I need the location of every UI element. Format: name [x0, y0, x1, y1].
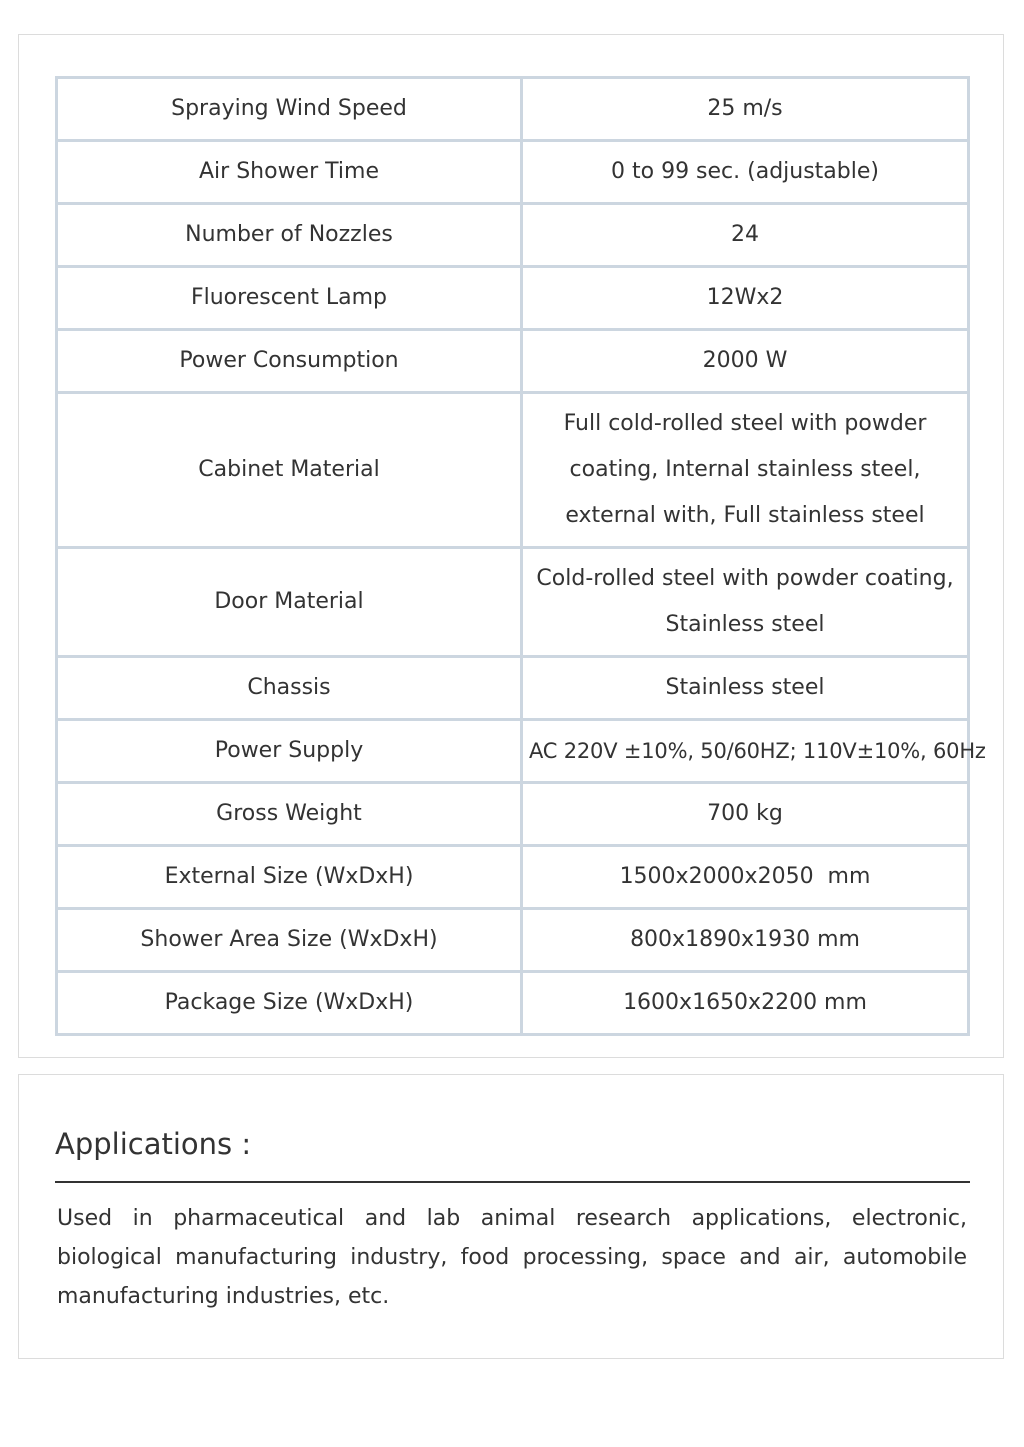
table-row — [57, 548, 969, 657]
specifications-table — [55, 76, 986, 1036]
applications-heading: Applications : — [55, 1127, 252, 1161]
table-row — [57, 267, 969, 330]
spec-value: Cold-rolled steel with powder coating, Stainless steel — [522, 548, 969, 657]
table-row — [57, 141, 969, 204]
spec-label: Power Supply — [57, 720, 522, 783]
spec-value: 2000 W — [522, 330, 969, 393]
applications-description: Used in pharmaceutical and lab animal research applications, electronic, biological manufacturing industry, food processing, space and air, automobile manufacturing industries, etc. — [57, 1206, 967, 1309]
table-row — [57, 972, 969, 1035]
spec-value: 24 — [522, 204, 969, 267]
heading-divider — [55, 1181, 970, 1183]
spec-label: Power Consumption — [57, 330, 522, 393]
spec-label: Shower Area Size (WxDxH) — [57, 909, 522, 972]
spec-value: 1500x2000x2050 mm — [522, 846, 969, 909]
spec-value: 800x1890x1930 mm — [522, 909, 969, 972]
table-row — [57, 393, 969, 548]
table-row — [57, 78, 969, 141]
spec-value: 12Wx2 — [522, 267, 969, 330]
spec-value: 1600x1650x2200 mm — [522, 972, 969, 1035]
table-row — [57, 783, 969, 846]
table-row — [57, 909, 969, 972]
spec-label: Air Shower Time — [57, 141, 522, 204]
specifications-panel — [18, 34, 1004, 1058]
spec-label: Spraying Wind Speed — [57, 78, 522, 141]
table-row — [57, 330, 969, 393]
spec-value: 25 m/s — [522, 78, 969, 141]
spec-label: Number of Nozzles — [57, 204, 522, 267]
spec-value: Full cold-rolled steel with powder coating, Internal stainless steel, external with, Full stainless steel — [522, 393, 969, 548]
spec-label: Gross Weight — [57, 783, 522, 846]
applications-panel — [18, 1074, 1004, 1359]
spec-value: 700 kg — [522, 783, 969, 846]
table-row — [57, 657, 969, 720]
spec-label: Package Size (WxDxH) — [57, 972, 522, 1035]
spec-label: Door Material — [57, 548, 522, 657]
spec-label: Fluorescent Lamp — [57, 267, 522, 330]
spec-value: Stainless steel — [522, 657, 969, 720]
table-row — [57, 204, 969, 267]
table-row — [57, 720, 969, 783]
spec-value: AC 220V ±10%, 50/60HZ; 110V±10%, 60Hz — [522, 720, 969, 783]
spec-label: External Size (WxDxH) — [57, 846, 522, 909]
spec-value: 0 to 99 sec. (adjustable) — [522, 141, 969, 204]
spec-label: Chassis — [57, 657, 522, 720]
spec-label: Cabinet Material — [57, 393, 522, 548]
table-row — [57, 846, 969, 909]
